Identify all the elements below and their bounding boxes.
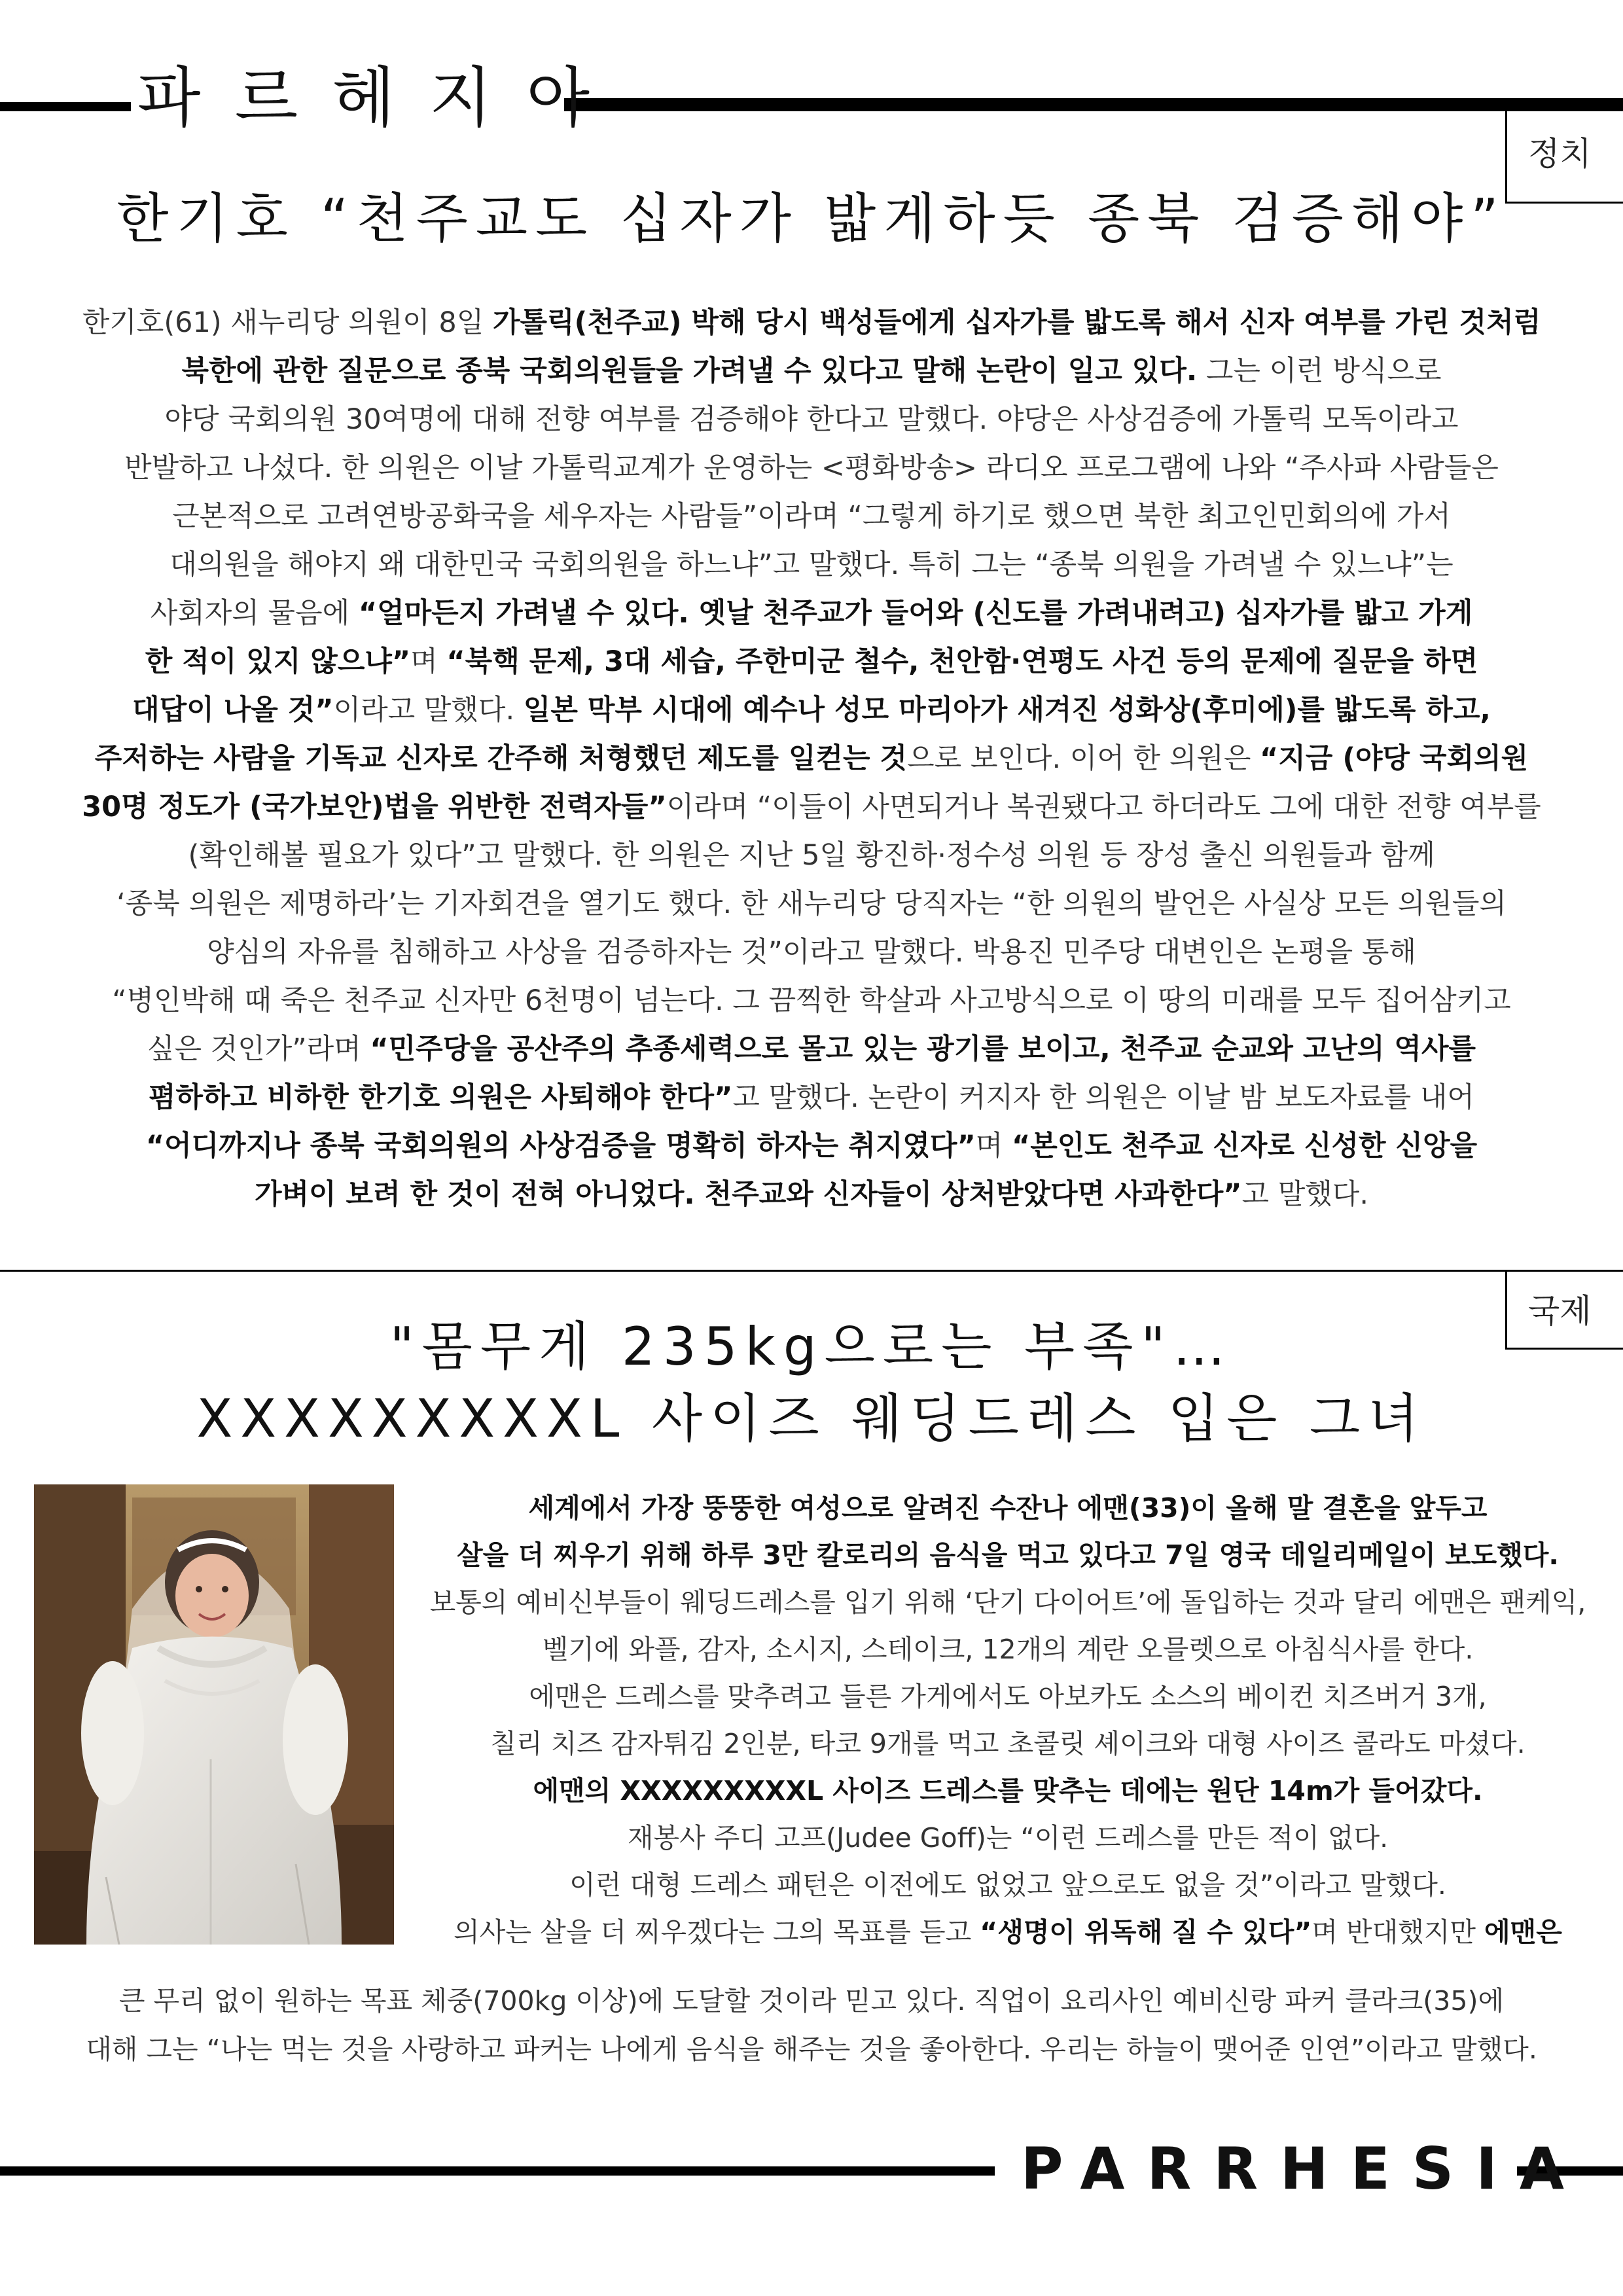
body-text: 대의원을 해야지 왜 대한민국 국회의원을 하느냐”고 말했다. 특히 그는 “종북 의원을 가려낼 수 있느냐”는 [169,548,1454,581]
body-text: ‘종북 의원은 제명하라’는 기자회견을 열기도 했다. 한 새누리당 당직자는 “한 의원의 발언은 사실상 모든 의원들의 [116,888,1507,920]
body-text: 대해 그는 “나는 먹는 것을 사랑하고 파커는 나에게 음식을 해주는 것을 좋아한다. 우리는 하늘이 맺어준 인연”이라고 말했다. [86,2034,1537,2065]
emphasized-text: 가벼이 보려 한 것이 전혀 아니었다. 천주교와 신자들이 상처받았다면 사과한다” [254,1178,1242,1211]
text-line [20,1025,1603,1073]
text-line [20,686,1603,734]
body-text: 며 [410,645,447,678]
emphasized-text: 주저하는 사람을 기독교 신자로 간주해 처형했던 제도를 일컫는 것 [94,742,908,775]
body-text: 벨기에 와플, 감자, 소시지, 스테이크, 12개의 계란 오믈렛으로 아침식사를 한다. [542,1634,1474,1665]
article2-headline-line1: "몸무게 235kg으로는 부족"… [389,1316,1234,1377]
article1-headline: 한기호 “천주교도 십자가 밟게하듯 종북 검증해야” [116,188,1507,250]
body-text: 이라고 말했다. [333,694,524,726]
body-text: 야당 국회의원 30여명에 대해 전향 여부를 검증해야 한다고 말했다. 야당은 사상검증에 가톨릭 모독이라고 [164,403,1459,436]
emphasized-text: 한 적이 있지 않으냐” [145,645,411,678]
emphasized-text: 세계에서 가장 뚱뚱한 여성으로 알려진 수잔나 에맨(33)이 올해 말 결혼을 앞두고 [528,1492,1488,1524]
body-text: 양심의 자유를 침해하고 사상을 검증하자는 것”이라고 말했다. 박용진 민주당 대변인은 논평을 통해 [207,936,1416,969]
text-line [406,1861,1610,1909]
text-line [20,541,1603,589]
text-line [406,1767,1610,1814]
masthead-rule-right [564,98,1623,111]
section-divider [0,1270,1623,1272]
body-text: 에맨은 드레스를 맞추려고 들른 가게에서도 아보카도 소스의 베이컨 치즈버거 3개, [529,1681,1487,1712]
text-line [406,1673,1610,1720]
text-line [406,1814,1610,1861]
body-text: 며 반대했지만 [1311,1916,1485,1948]
footer-rule [0,2166,995,2176]
body-text: 재봉사 주디 고프(Judee Goff)는 “이런 드레스를 만든 적이 없다. [627,1822,1389,1854]
text-line [20,2025,1603,2073]
text-line [20,637,1603,686]
text-line [20,1170,1603,1219]
body-text: 고 말했다. 논란이 커지자 한 의원은 이날 밤 보도자료를 내어 [732,1081,1474,1114]
body-text: 근본적으로 고려연방공화국을 세우자는 사람들”이라며 “그렇게 하기로 했으면 북한 최고인민회의에 가서 [172,500,1451,533]
emphasized-text: 폄하하고 비하한 한기호 의원은 사퇴해야 한다” [149,1081,733,1114]
text-line [20,1122,1603,1170]
body-text: 고 말했다. [1241,1178,1369,1211]
emphasized-text: 대답이 나올 것” [132,694,334,726]
body-text: 의사는 살을 더 찌우겠다는 그의 목표를 듣고 [454,1916,980,1948]
emphasized-text: 에맨은 [1484,1916,1562,1948]
emphasized-text: 살을 더 찌우기 위해 하루 3만 칼로리의 음식을 먹고 있다고 7일 영국 데일리메일이 보도했다. [456,1539,1559,1571]
body-text: 으로 보인다. 이어 한 의원은 [907,742,1260,775]
text-line [20,298,1603,347]
text-line [406,1579,1610,1626]
emphasized-text: 북한에 관한 질문으로 종북 국회의원들을 가려낼 수 있다고 말해 논란이 일고 있다. [181,355,1198,387]
body-text: 반발하고 나섰다. 한 의원은 이날 가톨릭교계가 운영하는 <평화방송> 라디오 프로그램에 나와 “주사파 사람들은 [124,452,1499,484]
body-text: 한기호(61) 새누리당 의원이 8일 [82,306,493,339]
text-line [20,928,1603,977]
emphasized-text: 일본 막부 시대에 예수나 성모 마리아가 새겨진 성화상(후미에)를 밟도록 하고, [523,694,1491,726]
emphasized-text: “북핵 문제, 3대 세습, 주한미군 철수, 천안함·연평도 사건 등의 문제에 질문을 하면 [446,645,1478,678]
body-text: “병인박해 때 죽은 천주교 신자만 6천명이 넘는다. 그 끔찍한 학살과 사고방식으로 이 땅의 미래를 모두 집어삼키고 [112,984,1511,1017]
body-text: 보통의 예비신부들이 웨딩드레스를 입기 위해 ‘단기 다이어트’에 돌입하는 것과 달리 에맨은 팬케익, [429,1587,1586,1618]
text-line [406,1484,1610,1532]
text-line [20,1073,1603,1122]
emphasized-text: “민주당을 공산주의 추종세력으로 몰고 있는 광기를 보이고, 천주교 순교와 고난의 역사를 [370,1033,1476,1066]
article2-body-tail [20,1977,1603,2073]
body-text: 그는 이런 방식으로 [1197,355,1442,387]
masthead-title: 파르헤지아 [137,60,624,136]
article2-body [406,1484,1610,1956]
text-line [20,1977,1603,2025]
emphasized-text: 가톨릭(천주교) 박해 당시 백성들에게 십자가를 밟도록 해서 신자 여부를 가린 것처럼 [492,306,1541,339]
article1-body [20,298,1603,1219]
text-line [20,783,1603,831]
text-line [20,831,1603,880]
text-line [20,880,1603,928]
text-line [406,1532,1610,1579]
text-line [406,1909,1610,1956]
text-line [20,444,1603,492]
bride-photo [34,1484,394,1945]
text-line [20,734,1603,783]
body-text: 싶은 것인가”라며 [147,1033,370,1066]
text-line [406,1720,1610,1767]
emphasized-text: 30명 정도가 (국가보안)법을 위반한 전력자들” [82,791,667,823]
emphasized-text: “지금 (야당 국회의원 [1260,742,1529,775]
text-line [406,1626,1610,1673]
body-text: (확인해볼 필요가 있다”고 말했다. 한 의원은 지난 5일 황진하·정수성 의원 등 장성 출신 의원들과 함께 [188,839,1435,872]
emphasized-text: 에맨의 XXXXXXXXXL 사이즈 드레스를 맞추는 데에는 원단 14m가 들어갔다. [533,1775,1483,1806]
section-tag-international: 국제 [1528,1292,1592,1330]
text-line [20,347,1603,395]
article2-headline-line2: XXXXXXXXXL 사이즈 웨딩드레스 입은 그녀 [196,1388,1427,1449]
emphasized-text: “생명이 위독해 질 수 있다” [980,1916,1312,1948]
emphasized-text: “어디까지나 종북 국회의원의 사상검증을 명확히 하자는 취지였다” [145,1130,976,1162]
text-line [20,589,1603,637]
body-text: 이런 대형 드레스 패턴은 이전에도 없었고 앞으로도 없을 것”이라고 말했다. [569,1869,1446,1901]
masthead-rule-left [0,102,131,111]
body-text: 사회자의 물음에 [150,597,359,630]
body-text: 큰 무리 없이 원하는 목표 체중(700kg 이상)에 도달할 것이라 믿고 있다. 직업이 요리사인 예비신랑 파커 클라크(35)에 [118,1985,1505,2017]
emphasized-text: “본인도 천주교 신자로 신성한 신앙을 [1011,1130,1478,1162]
text-line [20,492,1603,541]
emphasized-text: “얼마든지 가려낼 수 있다. 옛날 천주교가 들어와 (신도를 가려내려고) 십자가를 밟고 가게 [358,597,1473,630]
body-text: 이라며 “이들이 사면되거나 복권됐다고 하더라도 그에 대한 전향 여부를 [666,791,1541,823]
section-tag-politics: 정치 [1528,135,1592,173]
body-text: 칠리 치즈 감자튀김 2인분, 타코 9개를 먹고 초콜릿 셰이크와 대형 사이즈 콜라도 마셨다. [490,1728,1525,1759]
text-line [20,977,1603,1025]
body-text: 며 [975,1130,1012,1162]
footer-brand: PARRHESIA [1021,2135,1587,2202]
text-line [20,395,1603,444]
